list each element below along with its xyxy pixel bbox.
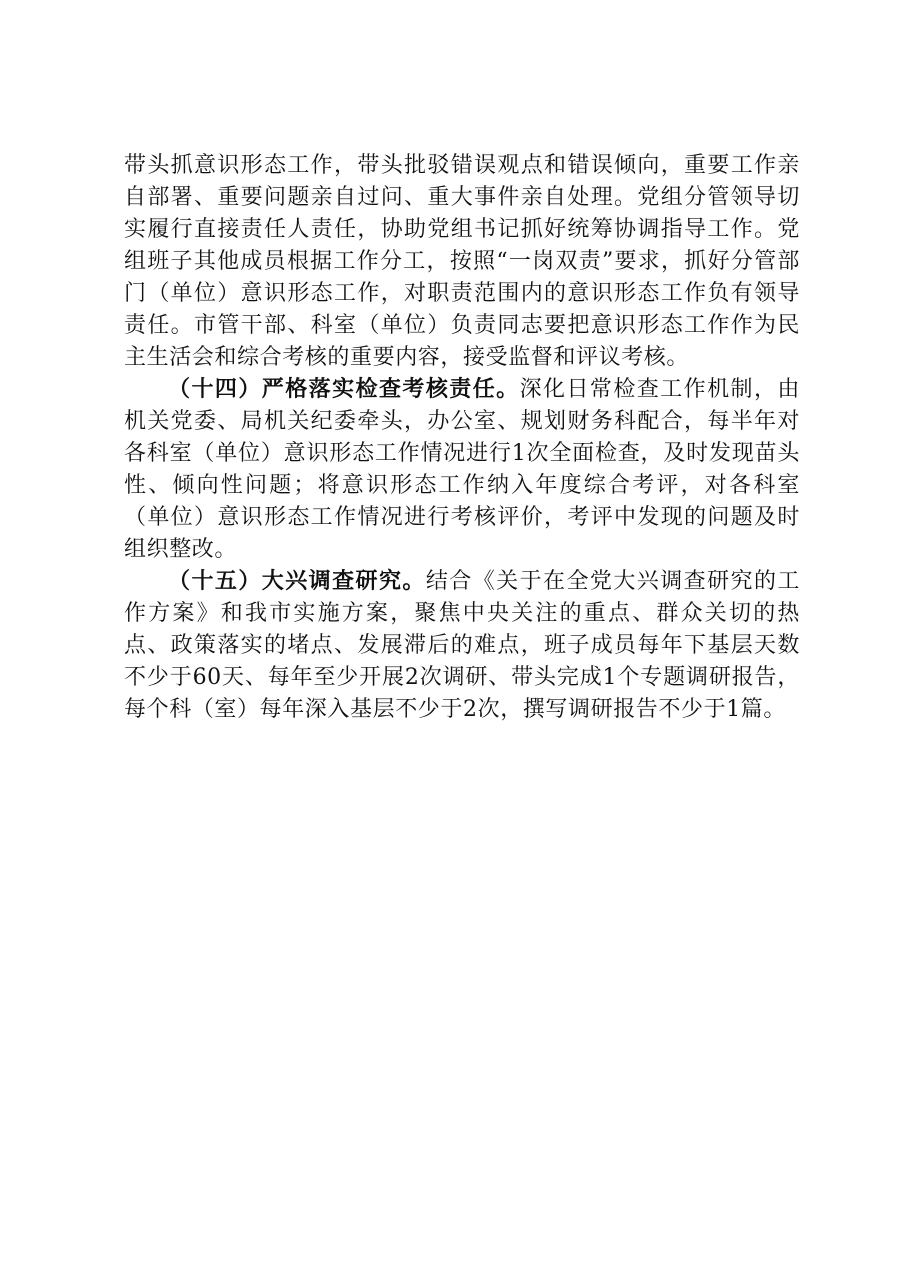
paragraph-text: 带头抓意识形态工作，带头批驳错误观点和错误倾向，重要工作亲自部署、重要问题亲自过问、重大事件亲自处理。党组分管领导切实履行直接责任人责任，协助党组书记抓好统筹协调指导工作。党组班子其他成员根据工作分工，按照“一岗双责”要求，抓好分管部门（单位）意识形态工作，对职责范围内的意识形态工作负有领导责任。市管干部、科室（单位）负责同志要把意识形态工作作为民主生活会和综合考核的重要内容，接受监督和评议考核。 [124, 153, 800, 370]
section-heading-14: （十四）严格落实检查考核责任。 [168, 377, 520, 402]
paragraph-investigation-research [124, 566, 800, 726]
paragraph-continuation [124, 150, 800, 374]
document-body [124, 150, 800, 726]
paragraph-inspection-responsibility [124, 374, 800, 566]
paragraph-text: 结合《关于在全党大兴调查研究的工作方案》和我市实施方案，聚焦中央关注的重点、群众关切的热点、政策落实的堵点、发展滞后的难点，班子成员每年下基层天数不少于60天、每年至少开展2次调研、带头完成1个专题调研报告，每个科（室）每年深入基层不少于2次，撰写调研报告不少于1篇。 [124, 569, 800, 722]
paragraph-text: 深化日常检查工作机制，由机关党委、局机关纪委牵头，办公室、规划财务科配合，每半年对各科室（单位）意识形态工作情况进行1次全面检查，及时发现苗头性、倾向性问题；将意识形态工作纳入年度综合考评，对各科室（单位）意识形态工作情况进行考核评价，考评中发现的问题及时组织整改。 [124, 377, 800, 562]
section-heading-15: （十五）大兴调查研究。 [168, 569, 426, 594]
